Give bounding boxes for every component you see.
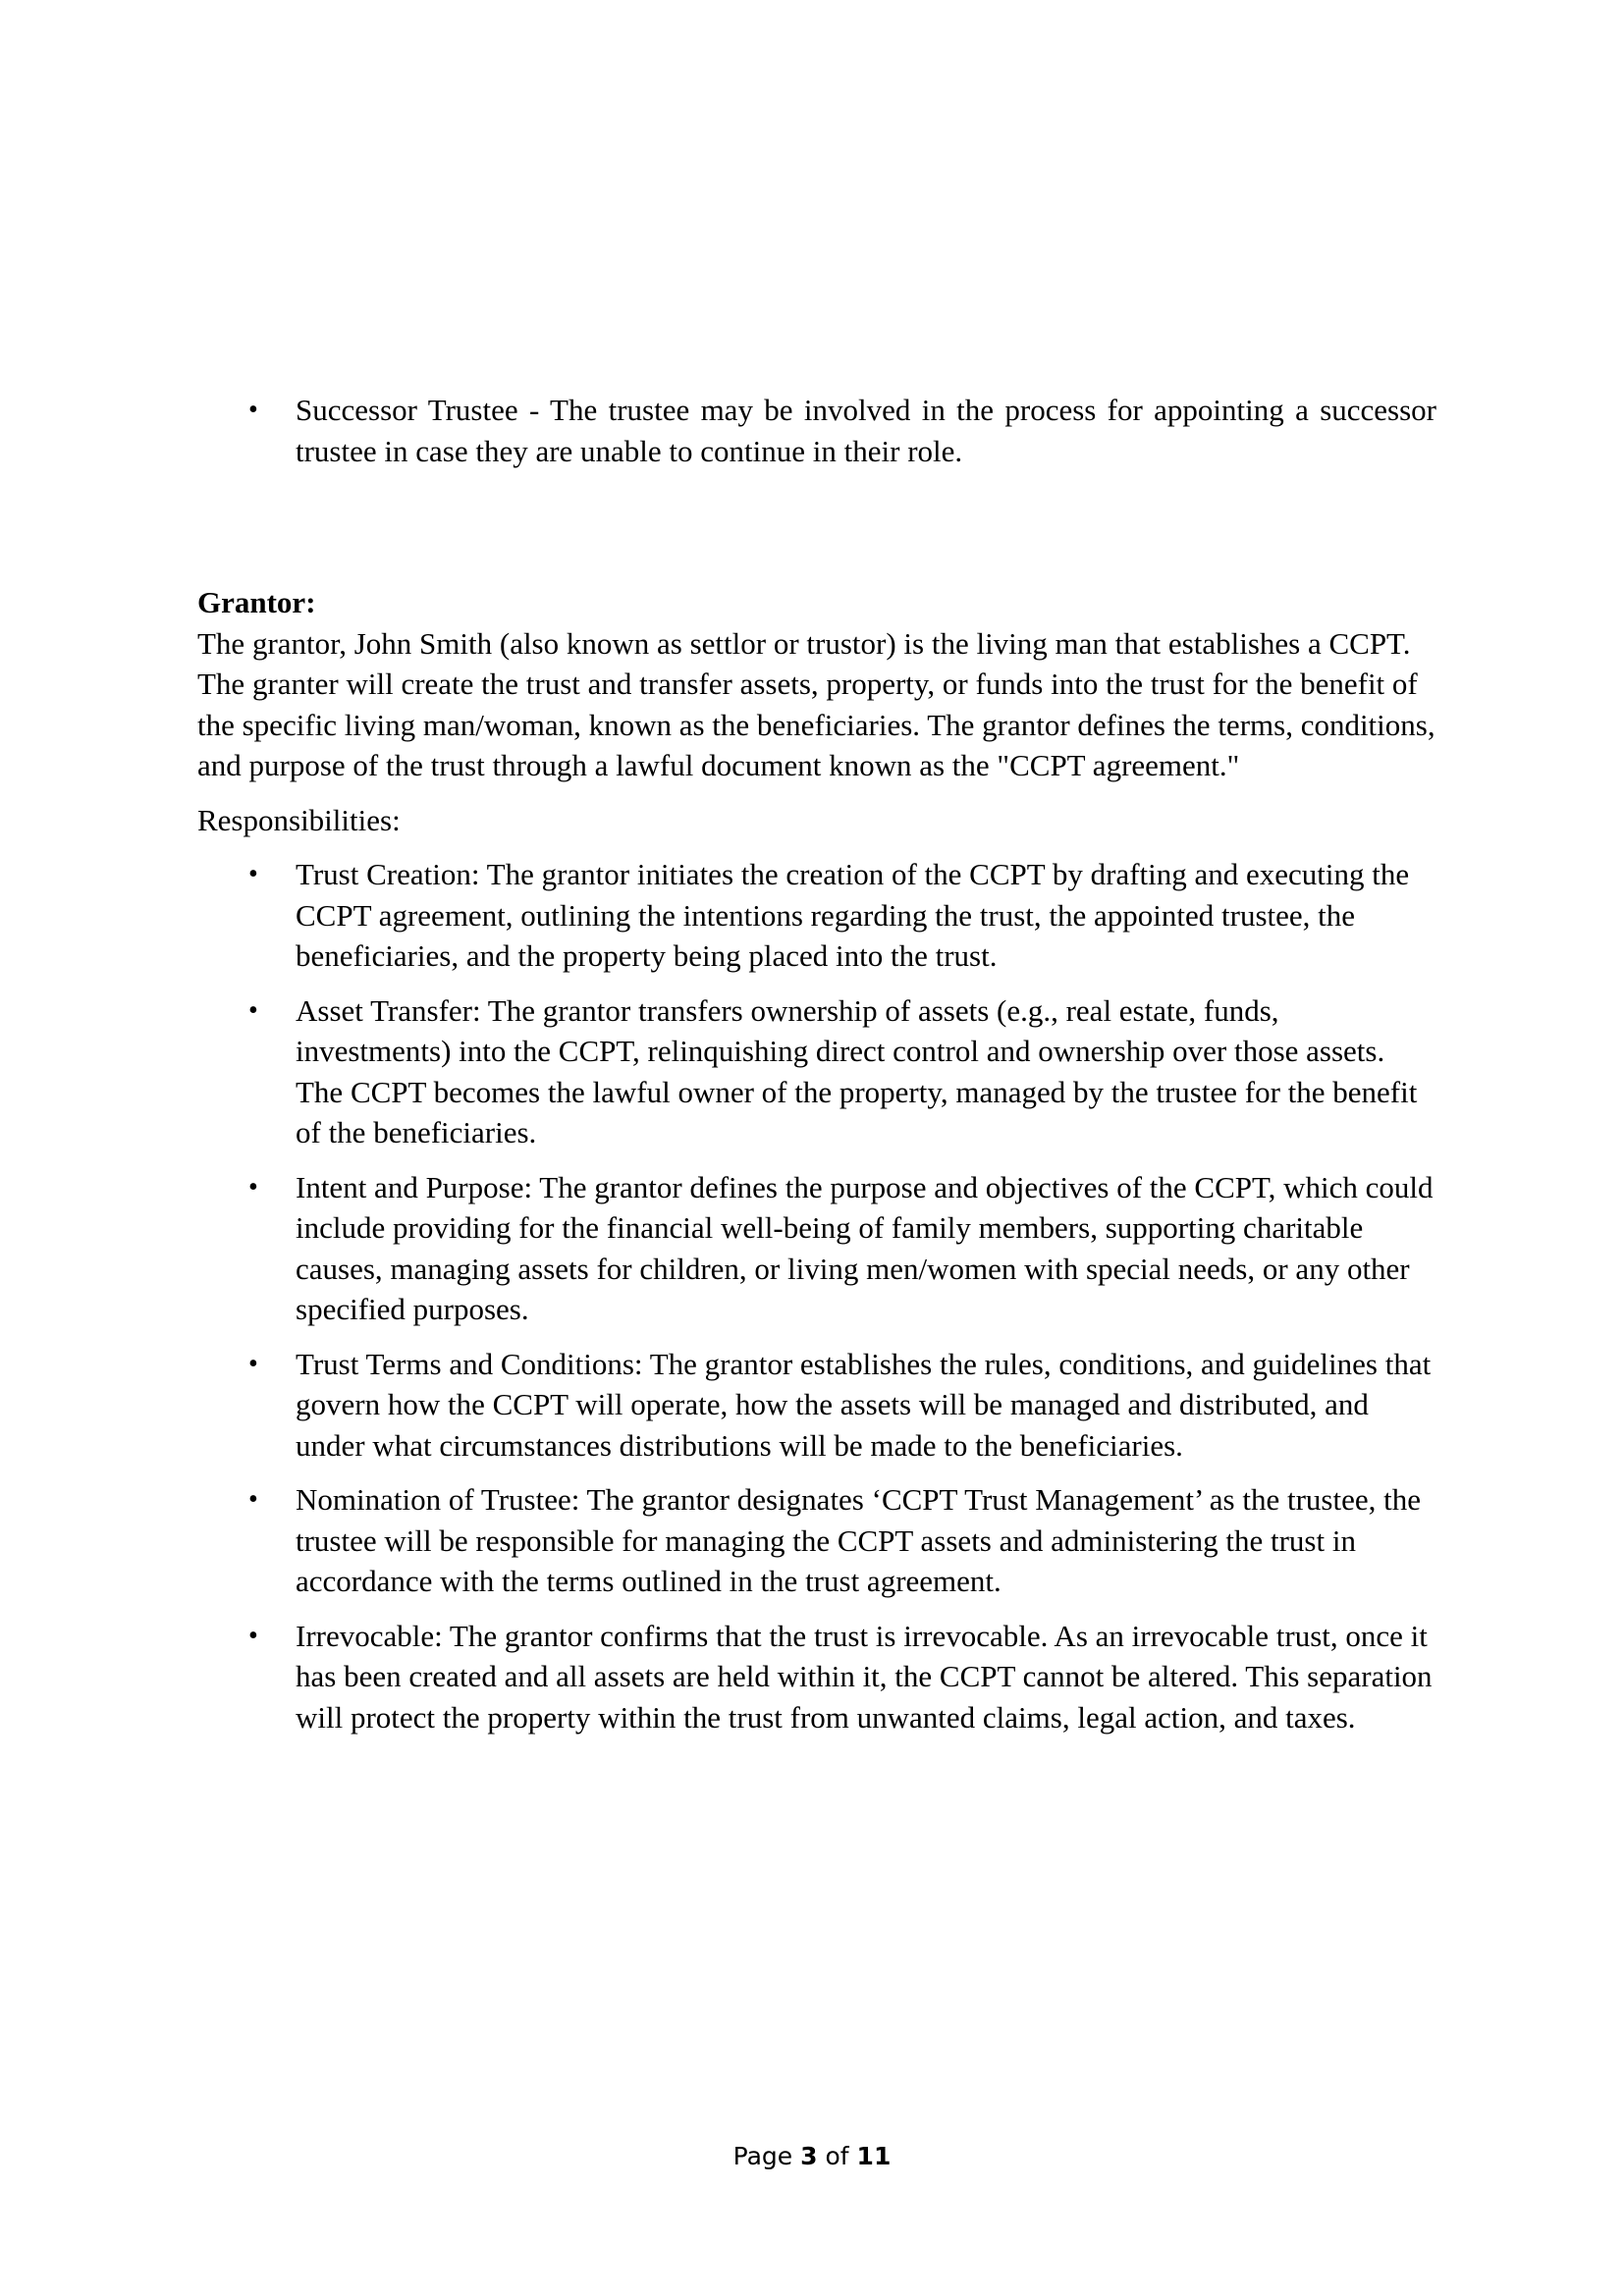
responsibilities-label: Responsibilities: <box>197 802 401 837</box>
responsibilities-list <box>197 854 1436 1737</box>
section-heading-grantor: Grantor: <box>197 585 316 619</box>
bullet-icon: • <box>248 994 258 1026</box>
bullet-icon: • <box>248 859 258 889</box>
list-item-text: Irrevocable: The grantor confirms that the trust is irrevocable. As an irrevocable trust, once it has been created and all assets are held within it, the CCPT cannot be altered. This separation will protect the property within the trust from unwanted claims, legal action, and taxes. <box>296 1618 1433 1735</box>
bullet-icon: • <box>248 1171 258 1202</box>
list-item-text: Nomination of Trustee: The grantor designates ‘CCPT Trust Management’ as the trustee, the trustee will be responsible for managing the CCPT assets and administering the trust in accordance with the terms outlined in the trust agreement. <box>296 1482 1422 1598</box>
of-label: of <box>825 2142 849 2170</box>
list-item-trust-terms <box>197 1344 1436 1467</box>
grantor-intro-paragraph: The grantor, John Smith (also known as settlor or trustor) is the living man that establishes a CCPT. The granter will create the trust and transfer assets, property, or funds into the trust for the benefit of the specific living man/woman, known as the beneficiaries. The grantor defines the terms, conditions, and purpose of the trust through a lawful document known as the "CCPT agreement." <box>197 625 1435 782</box>
list-item-text: Asset Transfer: The grantor transfers ownership of assets (e.g., real estate, funds, investments) into the CCPT, relinquishing direct control and ownership over those assets. The CCPT becomes the lawful owner of the property, managed by the trustee for the benefit of the beneficiaries. <box>296 992 1418 1149</box>
list-item-text: Trust Terms and Conditions: The grantor establishes the rules, conditions, and guidelines that govern how the CCPT will operate, how the assets will be managed and distributed, and under what circumstances distributions will be made to the beneficiaries. <box>296 1346 1432 1463</box>
list-item-text: Intent and Purpose: The grantor defines the purpose and objectives of the CCPT, which could include providing for the financial well-being of family members, supporting charitable causes, managing assets for children, or living men/women with special needs, or any other specified purposes. <box>296 1169 1434 1326</box>
list-item-successor-trustee <box>197 390 1436 471</box>
page-content <box>197 390 1436 1751</box>
list-item-text: Successor Trustee - The trustee may be involved in the process for appointing a successor trustee in case they are unable to continue in their role. <box>296 393 1436 468</box>
list-item-trust-creation <box>197 854 1436 977</box>
list-item-asset-transfer <box>197 990 1436 1153</box>
current-page-number: 3 <box>800 2142 818 2170</box>
list-item-intent-and-purpose <box>197 1167 1436 1330</box>
bullet-icon: • <box>248 1620 258 1651</box>
list-item-nomination-of-trustee <box>197 1479 1436 1602</box>
page-footer <box>0 2140 1624 2173</box>
continued-bullet-list <box>197 390 1436 471</box>
bullet-icon: • <box>248 395 258 425</box>
list-item-irrevocable <box>197 1616 1436 1738</box>
page-label: Page <box>732 2142 793 2170</box>
list-item-text: Trust Creation: The grantor initiates the creation of the CCPT by drafting and executing the CCPT agreement, outlining the intentions regarding the trust, the appointed trustee, the beneficiaries, and the property being placed into the trust. <box>296 857 1410 973</box>
bullet-icon: • <box>248 1484 258 1515</box>
bullet-icon: • <box>248 1348 258 1379</box>
total-pages-number: 11 <box>856 2142 892 2170</box>
